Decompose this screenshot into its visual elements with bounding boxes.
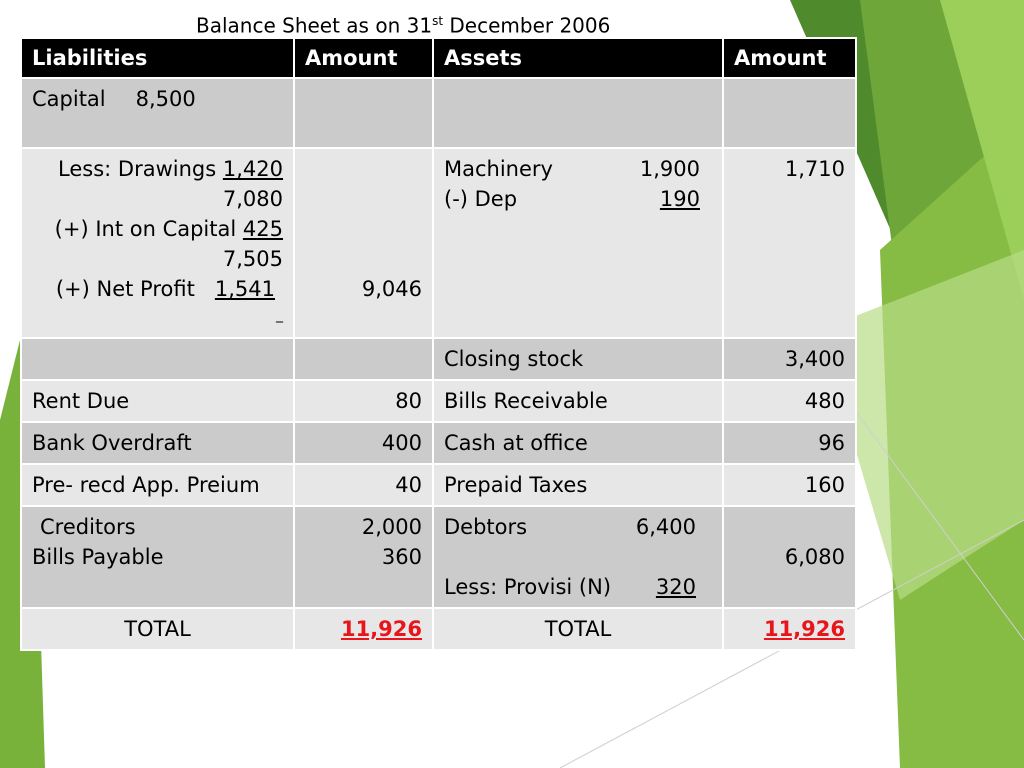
asset-amount: 160 <box>723 464 856 506</box>
debtors-amount: 6,080 <box>723 506 856 608</box>
balance-sheet-table <box>20 37 857 651</box>
liability-label: Bank Overdraft <box>21 422 294 464</box>
total-amount-right: 11,926 <box>723 608 856 650</box>
table-row-capital <box>21 78 856 148</box>
machinery-amount: 1,710 <box>723 148 856 338</box>
total-label-left: TOTAL <box>21 608 294 650</box>
table-row <box>21 422 856 464</box>
header-liabilities: Liabilities <box>21 38 294 78</box>
page-title: Balance Sheet as on 31st December 2006 <box>196 13 611 38</box>
liability-label: Pre- recd App. Preium <box>21 464 294 506</box>
table-row <box>21 380 856 422</box>
total-amount-left: 11,926 <box>294 608 433 650</box>
capital-adjustments-cell: Less: Drawings 1,420 7,080 (+) Int on Capital 425 7,505 (+) Net Profit 1,541 _ <box>21 148 294 338</box>
creditors-amount: 2,000 360 <box>294 506 433 608</box>
header-row <box>21 38 856 78</box>
table-row-adjustments <box>21 148 856 338</box>
creditors-cell: Creditors Bills Payable <box>21 506 294 608</box>
asset-label: Prepaid Taxes <box>433 464 723 506</box>
table-row <box>21 338 856 380</box>
asset-amount: 96 <box>723 422 856 464</box>
asset-amount: 480 <box>723 380 856 422</box>
capital-cell: Capital 8,500 <box>21 78 294 148</box>
asset-amount: 3,400 <box>723 338 856 380</box>
table-row-creditors <box>21 506 856 608</box>
asset-label: Bills Receivable <box>433 380 723 422</box>
liability-amount: 400 <box>294 422 433 464</box>
asset-label: Cash at office <box>433 422 723 464</box>
liability-label: Rent Due <box>21 380 294 422</box>
total-label-right: TOTAL <box>433 608 723 650</box>
adjusted-capital-amount: 9,046 <box>294 148 433 338</box>
table-row <box>21 464 856 506</box>
debtors-cell: Debtors 6,400 Less: Provisi (N) 320 <box>433 506 723 608</box>
liability-amount: 40 <box>294 464 433 506</box>
machinery-cell: Machinery 1,900 (-) Dep 190 <box>433 148 723 338</box>
header-amount-right: Amount <box>723 38 856 78</box>
asset-label: Closing stock <box>433 338 723 380</box>
header-amount-left: Amount <box>294 38 433 78</box>
header-assets: Assets <box>433 38 723 78</box>
liability-amount: 80 <box>294 380 433 422</box>
table-row-total <box>21 608 856 650</box>
